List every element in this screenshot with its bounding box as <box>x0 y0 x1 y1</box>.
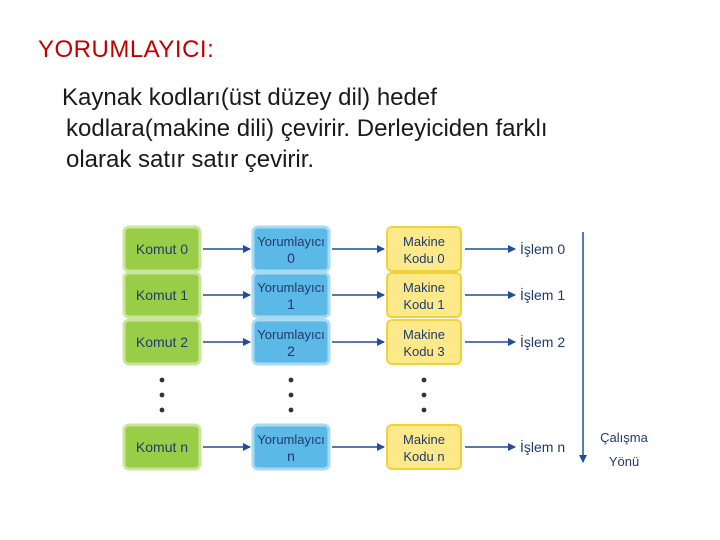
ellipsis-dot <box>422 393 427 398</box>
makine-label-line-1: Makine <box>403 280 445 295</box>
islem-label: İşlem 1 <box>520 287 566 303</box>
makine-label-line-2: Kodu n <box>403 449 445 464</box>
description-line-1: Kaynak kodları(üst düzey dil) hedef <box>62 84 437 111</box>
islem-label: İşlem 2 <box>520 334 566 350</box>
yorumlayici-label-line-1: Yorumlayıcı <box>257 280 325 295</box>
ellipsis-dot <box>160 393 165 398</box>
slide-title: YORUMLAYICI: <box>38 36 215 63</box>
yorumlayici-label-line-2: 0 <box>287 250 295 266</box>
makine-label-line-2: Kodu 0 <box>403 251 445 266</box>
komut-label: Komut 1 <box>135 287 189 303</box>
ellipsis-dot <box>289 378 294 383</box>
description-line-3: olarak satır satır çevirir. <box>66 146 315 173</box>
komut-label: Komut 2 <box>135 334 189 350</box>
yorumlayici-label-line-1: Yorumlayıcı <box>257 432 325 447</box>
komut-label: Komut n <box>135 439 189 455</box>
yorumlayici-label-line-2: 1 <box>287 296 295 312</box>
ellipsis-dot <box>422 408 427 413</box>
yorumlayici-label-line-1: Yorumlayıcı <box>257 234 325 249</box>
description-line-2: kodlara(makine dili) çevirir. Derleyiciden farklı <box>66 115 548 142</box>
makine-label-line-1: Makine <box>403 327 445 342</box>
makine-label-line-2: Kodu 3 <box>403 344 445 359</box>
ellipsis-dot <box>422 378 427 383</box>
yorumlayici-label-line-2: n <box>287 448 295 464</box>
komut-label: Komut 0 <box>135 241 189 257</box>
direction-label-line-2: Yönü <box>608 454 640 469</box>
ellipsis-dot <box>160 378 165 383</box>
ellipsis-dot <box>289 393 294 398</box>
makine-label-line-1: Makine <box>403 234 445 249</box>
ellipsis-dot <box>160 408 165 413</box>
makine-label-line-2: Kodu 1 <box>403 297 445 312</box>
makine-label-line-1: Makine <box>403 432 445 447</box>
islem-label: İşlem 0 <box>520 241 566 257</box>
yorumlayici-label-line-1: Yorumlayıcı <box>257 327 325 342</box>
islem-label: İşlem n <box>520 439 566 455</box>
ellipsis-dot <box>289 408 294 413</box>
yorumlayici-label-line-2: 2 <box>287 343 295 359</box>
direction-label-line-1: Çalışma <box>600 430 648 445</box>
